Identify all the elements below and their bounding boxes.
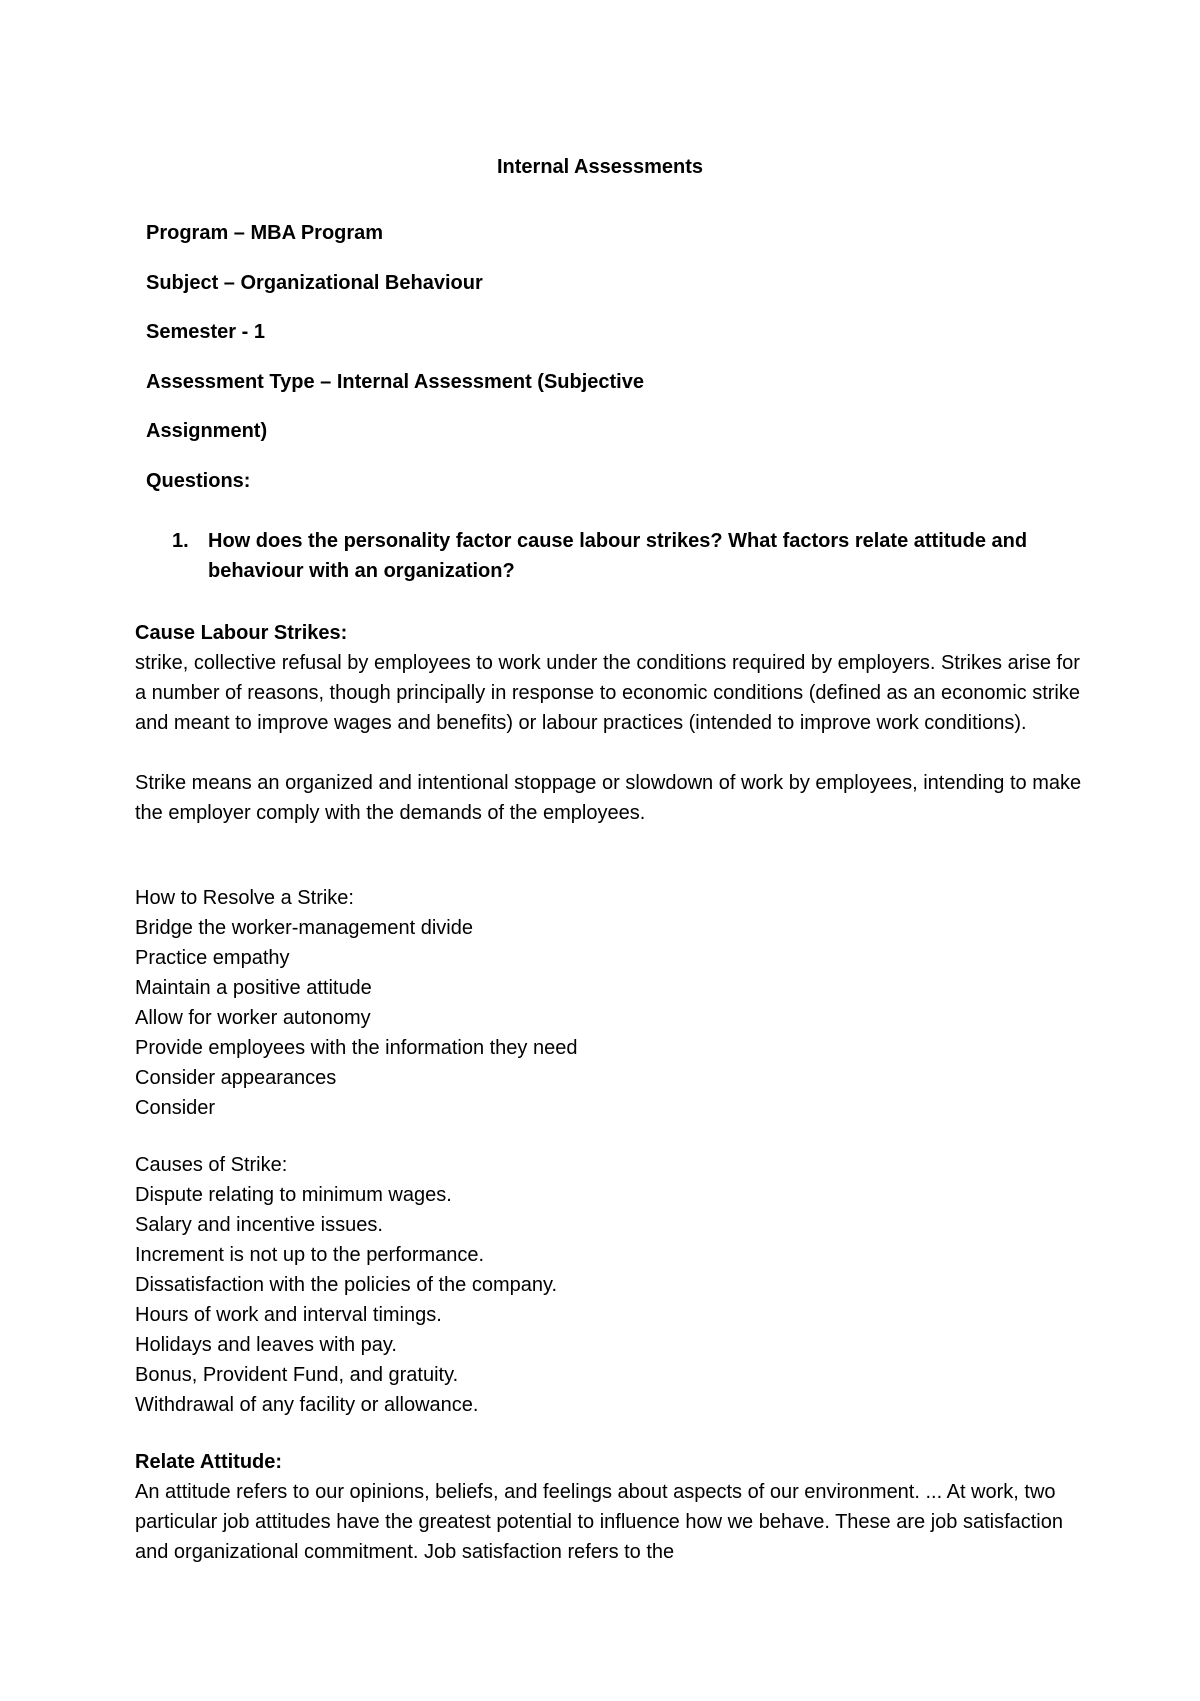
list-item: Salary and incentive issues. [135, 1214, 383, 1236]
question-number: 1. [172, 530, 189, 552]
questions-label: Questions: [146, 469, 251, 492]
list-item: Dissatisfaction with the policies of the company. [135, 1274, 558, 1296]
list-item: Allow for worker autonomy [135, 1007, 371, 1029]
cause-labour-strikes-section [135, 618, 1095, 828]
resolve-list [135, 913, 1095, 1123]
causes-heading: Causes of Strike: [135, 1154, 288, 1176]
list-item: Bridge the worker-management divide [135, 917, 473, 939]
subject-line: Subject – Organizational Behaviour [146, 271, 483, 294]
list-item: Provide employees with the information they need [135, 1037, 578, 1059]
list-item: Consider appearances [135, 1067, 337, 1089]
resolve-heading: How to Resolve a Strike: [135, 887, 354, 909]
relate-attitude-section [135, 1447, 1095, 1567]
list-item: Maintain a positive attitude [135, 977, 372, 999]
assessment-meta [146, 220, 1046, 517]
cause-paragraph-2: Strike means an organized and intentional stoppage or slowdown of work by employees, intending to make the employer comply with the demands of the employees. [135, 772, 1082, 824]
question-1 [172, 526, 1092, 586]
list-item: Consider [135, 1097, 216, 1119]
semester-line: Semester - 1 [146, 321, 265, 343]
causes-of-strike-section [135, 1150, 1095, 1420]
assessment-type-line-cont: Assignment) [146, 420, 268, 442]
list-item: Hours of work and interval timings. [135, 1304, 442, 1326]
assessment-type-line: Assessment Type – Internal Assessment (Subjective [146, 370, 644, 393]
causes-list [135, 1180, 1095, 1420]
cause-paragraph-1: strike, collective refusal by employees to work under the conditions required by employers. Strikes arise for a number of reasons, though principally in response to economic conditions (defined as an economic strike and meant to improve wages and benefits) or labour practices (intended to improve work conditions). [135, 652, 1080, 734]
list-item: Bonus, Provident Fund, and gratuity. [135, 1364, 459, 1386]
list-item: Dispute relating to minimum wages. [135, 1184, 452, 1206]
cause-heading: Cause Labour Strikes: [135, 622, 348, 644]
document-title: Internal Assessments [496, 156, 703, 178]
list-item: Holidays and leaves with pay. [135, 1334, 397, 1356]
program-line: Program – MBA Program [146, 222, 384, 244]
attitude-paragraph-1: An attitude refers to our opinions, beliefs, and feelings about aspects of our environment. ... At work, two particular job attitudes have the greatest potential to influence how we behave. These are job satisfaction and organizational commitment. Job satisfaction refers to the [135, 1481, 1063, 1563]
list-item: Withdrawal of any facility or allowance. [135, 1394, 479, 1416]
list-item: Practice empathy [135, 947, 290, 969]
resolve-strike-section [135, 883, 1095, 1123]
question-text: How does the personality factor cause labour strikes? What factors relate attitude and behaviour with an organization? [208, 530, 1028, 582]
list-item: Increment is not up to the performance. [135, 1244, 485, 1266]
attitude-heading: Relate Attitude: [135, 1451, 283, 1473]
